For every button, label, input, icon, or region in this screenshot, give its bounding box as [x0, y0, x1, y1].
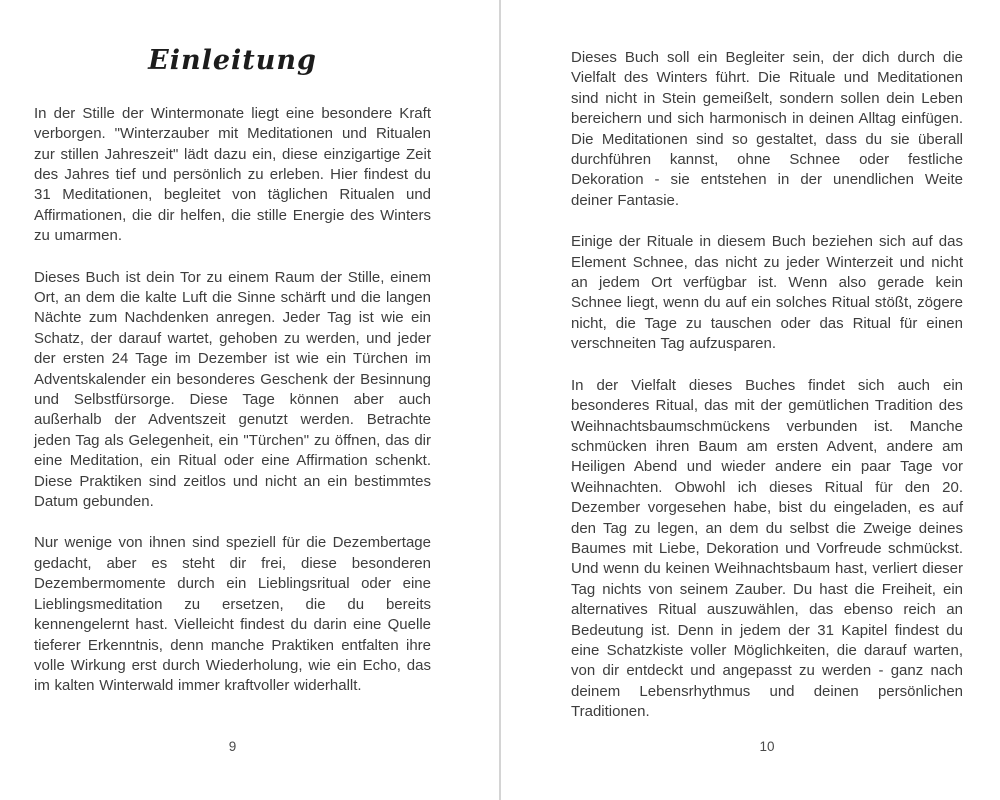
page-left	[0, 0, 499, 800]
page-right	[501, 0, 1000, 800]
chapter-title: Einleitung	[148, 45, 317, 76]
paragraph: Nur wenige von ihnen sind speziell für die Dezembertage gedacht, aber es steht dir frei, diese besonderen Dezembermomente durch ein Lieblingsritual oder eine Lieblingsmeditation zu ersetzen, die du bereits kennengelernt hast. Vielleicht findest du darin eine Quelle tieferer Erkenntnis, denn manche Praktiken entfalten ihre volle Wirkung erst durch Wiederholung, wie ein Echo, das im kalten Winterwald immer kraftvoller widerhallt.	[34, 534, 431, 695]
page-right-body	[571, 48, 963, 723]
page-number-right: 10	[759, 739, 775, 754]
paragraph: Einige der Rituale in diesem Buch beziehen sich auf das Element Schnee, das nicht zu jeder Winterzeit und nicht an jedem Ort verfügbar ist. Wenn also gerade kein Schnee liegt, wenn du auf ein solches Ritual stößt, zögere nicht, die Tage zu tauschen oder das Ritual für einen verschneiten Tag aufzusparen.	[571, 233, 963, 353]
paragraph: Dieses Buch ist dein Tor zu einem Raum der Stille, einem Ort, an dem die kalte Luft die Sinne schärft und die langen Nächte zum Nachdenken anregen. Jeder Tag ist wie ein Schatz, der darauf wartet, gehoben zu werden, und jeder der ersten 24 Tage im Dezember ist wie ein Türchen im Adventskalender ein besonderes Geschenk der Besinnung und Selbstfürsorge. Diese Tage können aber auch außerhalb der Adventszeit genutzt werden. Betrachte jeden Tag als Gelegenheit, ein "Türchen" zu öffnen, das dir eine Meditation, ein Ritual oder eine Affirmation schenkt. Diese Praktiken sind zeitlos und nicht an ein bestimmtes Datum gebunden.	[34, 268, 431, 511]
page-left-body	[34, 104, 431, 697]
paragraph: In der Vielfalt dieses Buches findet sich auch ein besonderes Ritual, das mit der gemütlichen Tradition des Weihnachtsbaumschmückens verbunden ist. Manche schmücken ihren Baum am ersten Advent, andere am Heiligen Abend und wieder andere ein paar Tage vor Weihnachten. Obwohl ich dieses Ritual für den 20. Dezember vorgesehen habe, bist du eingeladen, es auf den Tag zu legen, an dem du selbst die Zweige deines Baumes mit Liebe, Dekoration und Vorfreude schmückst. Und wenn du keinen Weihnachtsbaum hast, verliert dieser Tag nichts von seinem Zauber. Du hast die Freiheit, ein alternatives Ritual auszuwählen, das ebenso reich an Bedeutung ist. Denn in jedem der 31 Kapitel findest du eine Schatzkiste voller Möglichkeiten, die darauf warten, von dir entdeckt und angepasst zu werden - ganz nach deinem Lebensrhythmus und deinen persönlichen Traditionen.	[571, 376, 963, 721]
page-number-left: 9	[228, 739, 237, 754]
paragraph: In der Stille der Wintermonate liegt eine besondere Kraft verborgen. "Winterzauber mit Meditationen und Ritualen zur stillen Jahreszeit" lädt dazu ein, diese einzigartige Zeit des Jahres tief und persönlich zu erleben. Hier findest du 31 Meditationen, begleitet von täglichen Ritualen und Affirmationen, die dir helfen, die stille Energie des Winters zu umarmen.	[34, 104, 431, 245]
paragraph: Dieses Buch soll ein Begleiter sein, der dich durch die Vielfalt des Winters führt. Die Rituale und Meditationen sind nicht in Stein gemeißelt, sondern sollen dein Leben bereichern und sich harmonisch in deinen Alltag einfügen. Die Meditationen sind so gestaltet, dass du sie überall durchführen kannst, ohne Schnee oder festliche Dekoration - sie entstehen in der unendlichen Weite deiner Fantasie.	[571, 49, 963, 209]
